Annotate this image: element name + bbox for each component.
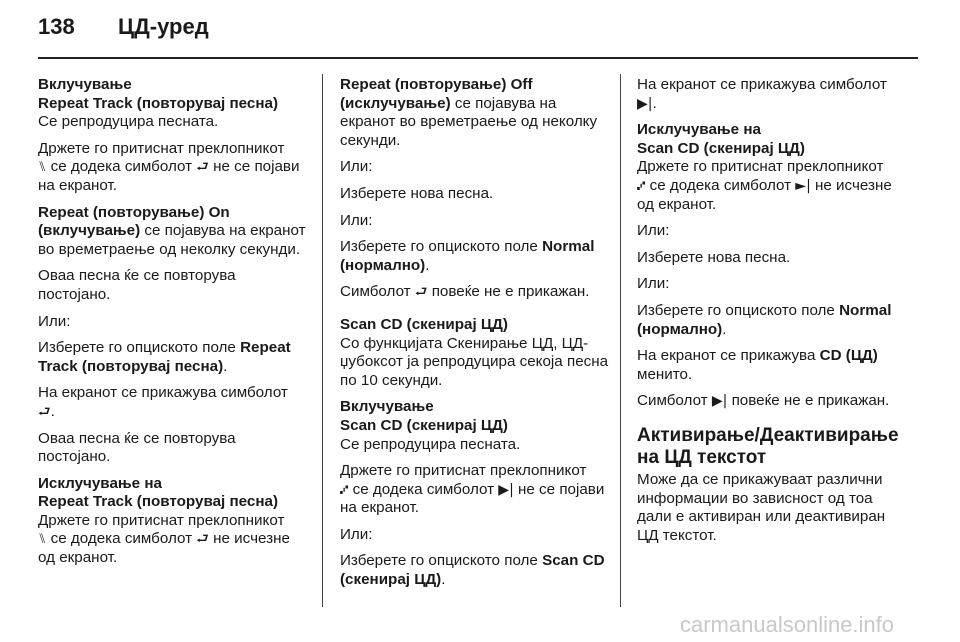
repeat-icon: ⮐ bbox=[38, 403, 51, 420]
paragraph: Може да се прикажуваат различни информации во зависност од тоа дали е активиран или деактивиран ЦД текстот. bbox=[637, 470, 886, 544]
repeat-icon: ⮐ bbox=[196, 159, 209, 176]
page-number: 138 bbox=[38, 14, 75, 39]
play-next-icon: ►| bbox=[795, 177, 811, 194]
paragraph: Држете го притиснат преклопникот ⑇ се додека симболот ►| не исчезне од екранот. bbox=[637, 158, 892, 213]
header-rule bbox=[38, 57, 918, 59]
paragraph: Repeat (повторување) Off (исклучување) се појавува на екранот во времетраење од неколку секунди. bbox=[340, 76, 598, 149]
paragraph: На екранот се прикажува симболот ▶|. bbox=[637, 76, 887, 112]
paragraph: Се репродуцира песната. bbox=[38, 113, 219, 131]
paragraph: Држете го притиснат преклопникот ⑊ се додека симболот ⮐ не исчезне од екранот. bbox=[38, 511, 290, 567]
paragraph: Изберете нова песна. bbox=[637, 248, 791, 266]
paragraph: Држете го притиснат преклопникот ⑊ се додека симболот ⮐ не се појави на екранот. bbox=[38, 139, 300, 194]
column-2 bbox=[340, 76, 610, 598]
paragraph: Со функцијата Скенирање ЦД, ЦД-џубоксот ја репродуцира секоја песна по 10 секунди. bbox=[340, 334, 609, 389]
paragraph: Или: bbox=[340, 525, 373, 543]
paragraph: Се репродуцира песната. bbox=[340, 435, 521, 453]
paragraph: Оваа песна ќе се повторува постојано. bbox=[38, 429, 236, 466]
column-divider-1 bbox=[322, 74, 323, 607]
column-1 bbox=[38, 76, 308, 576]
repeat-icon: ⮐ bbox=[196, 531, 209, 548]
column-divider-2 bbox=[620, 74, 621, 607]
paragraph: Симболот ⮐ повеќе не е прикажан. bbox=[340, 283, 590, 301]
page-title: ЦД-уред bbox=[118, 14, 209, 39]
small-symbol-icon: ⑊ bbox=[38, 159, 47, 176]
paragraph: Repeat (повторување) On (вклучување) се појавува на екранот во времетраење од неколку секунди. bbox=[38, 203, 306, 258]
paragraph: Или: bbox=[340, 211, 373, 229]
small-symbol-icon: ⑇ bbox=[340, 481, 349, 498]
paragraph: Или: bbox=[637, 222, 670, 240]
paragraph: Изберете го опциското поле Repeat Track (повторувај песна). bbox=[38, 339, 291, 375]
small-symbol-icon: ⑊ bbox=[38, 531, 47, 548]
paragraph: Изберете нова песна. bbox=[340, 184, 494, 202]
paragraph: Или: bbox=[38, 312, 71, 330]
paragraph: Или: bbox=[340, 158, 373, 176]
paragraph: Оваа песна ќе се повторува постојано. bbox=[38, 267, 236, 303]
section-heading: Исклучување на Scan CD (скенирај ЦД) bbox=[637, 121, 805, 157]
section-heading: Вклучување Repeat Track (повторувај песна) bbox=[38, 76, 279, 112]
paragraph: Држете го притиснат преклопникот ⑇ се додека симболот ▶| не се појави на екранот. bbox=[340, 462, 605, 517]
small-symbol-icon: ⑇ bbox=[637, 177, 646, 194]
paragraph: Изберете го опциското поле Normal (нормално). bbox=[637, 301, 892, 338]
paragraph: Изберете го опциското поле Normal (нормално). bbox=[340, 238, 595, 274]
next-track-icon: ▶| bbox=[637, 95, 653, 112]
section-heading: Вклучување Scan CD (скенирај ЦД) bbox=[340, 398, 508, 434]
paragraph: На екранот се прикажува симболот ⮐. bbox=[38, 384, 288, 420]
next-track-icon: ▶| bbox=[498, 481, 514, 498]
section-heading: Scan CD (скенирај ЦД) bbox=[340, 315, 508, 333]
paragraph: Или: bbox=[637, 275, 670, 293]
column-3 bbox=[637, 76, 907, 553]
next-track-icon: ▶| bbox=[711, 393, 728, 410]
paragraph: Изберете го опциското поле Scan CD (скенирај ЦД). bbox=[340, 552, 605, 589]
paragraph: Симболот ▶| повеќе не е прикажан. bbox=[637, 392, 890, 410]
repeat-icon: ⮐ bbox=[414, 284, 428, 301]
watermark: carmanualsonline.info bbox=[680, 612, 895, 637]
paragraph: На екранот се прикажува CD (ЦД) менито. bbox=[637, 347, 878, 383]
section-heading: Исклучување на Repeat Track (повторувај песна) bbox=[38, 474, 279, 511]
section-heading-large: Активирање/Деактивирање на ЦД текстот bbox=[637, 424, 899, 468]
